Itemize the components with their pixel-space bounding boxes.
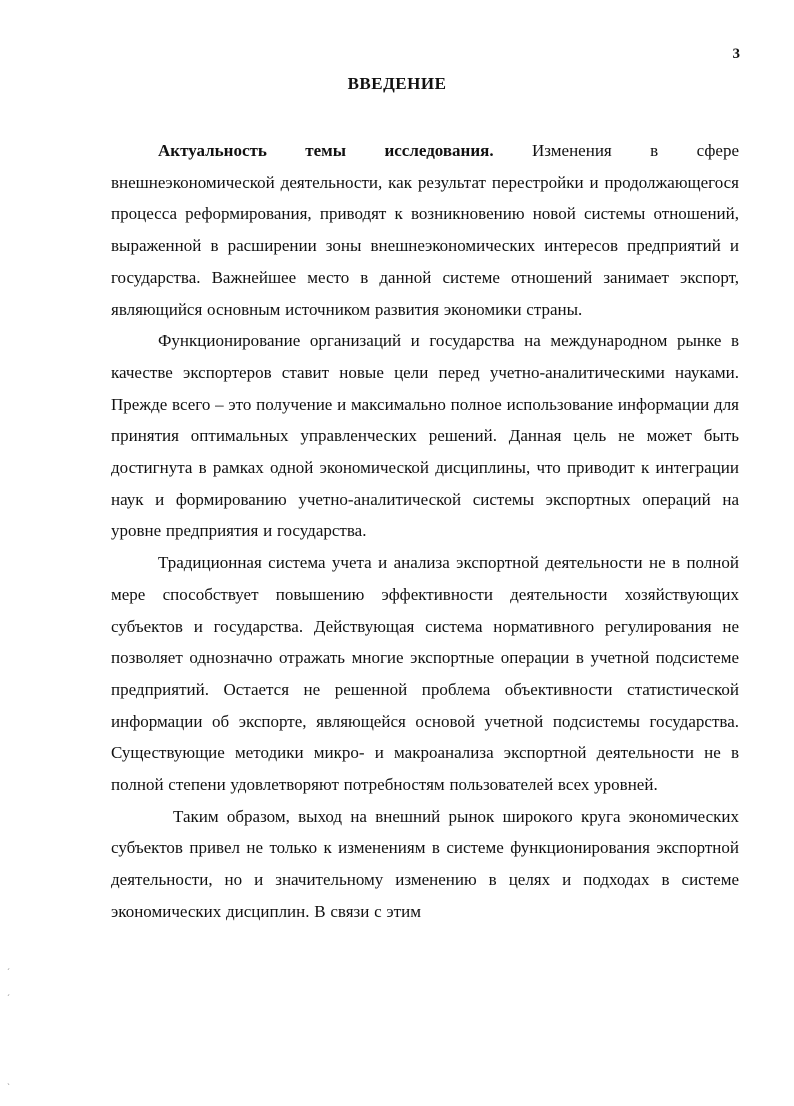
scan-mark: ˊ — [7, 993, 10, 1003]
paragraph-lead: Актуальность темы исследования. — [158, 141, 494, 160]
paragraph-functioning — [111, 325, 739, 547]
page-number: 3 — [732, 46, 740, 62]
paragraph-text: Изменения в сфере внешнеэкономической деятельности, как результат перестройки и продолжающегося процесса реформирования, приводят к возникновению новой системы отношений, выраженной в расширении зоны внешнеэкономических интересов предприятий и государства. Важнейшее место в данной системе отношений занимает экспорт, являющийся основным источником развития экономики страны. — [111, 141, 739, 319]
paragraph-traditional-system — [111, 547, 739, 801]
scan-mark: ˎ — [7, 1075, 10, 1085]
document-body — [111, 135, 739, 928]
paragraph-relevance — [111, 135, 739, 325]
section-heading: ВВЕДЕНИЕ — [347, 74, 447, 93]
scan-mark: ˊ — [7, 967, 10, 977]
paragraph-text: Традиционная система учета и анализа экспортной деятельности не в полной мере способствует повышению эффективности деятельности хозяйствующих субъектов и государства. Действующая система нормативного регулирования не позволяет однозначно отражать многие экспортные операции в учетной подсистеме предприятий. Остается не решенной проблема объективности статистической информации об экспорте, являющейся основой учетной подсистемы государства. Существующие методики микро- и макроанализа экспортной деятельности не в полной степени удовлетворяют потребностям пользователей всех уровней. — [111, 553, 739, 795]
paragraph-text: Функционирование организаций и государства на международном рынке в качестве экспортеров ставит новые цели перед учетно-аналитическими науками. Прежде всего – это получение и максимально полное использование информации для принятия оптимальных управленческих решений. Данная цель не может быть достигнута в рамках одной экономической дисциплины, что приводит к интеграции наук и формированию учетно-аналитической системы экспортных операций на уровне предприятия и государства. — [111, 331, 739, 541]
paragraph-text: Таким образом, выход на внешний рынок широкого круга экономических субъектов привел не только к изменениям в системе функционирования экспортной деятельности, но и значительному изменению в целях и подходах в системе экономических дисциплин. В связи с этим — [111, 806, 739, 921]
paragraph-conclusion — [111, 801, 739, 928]
